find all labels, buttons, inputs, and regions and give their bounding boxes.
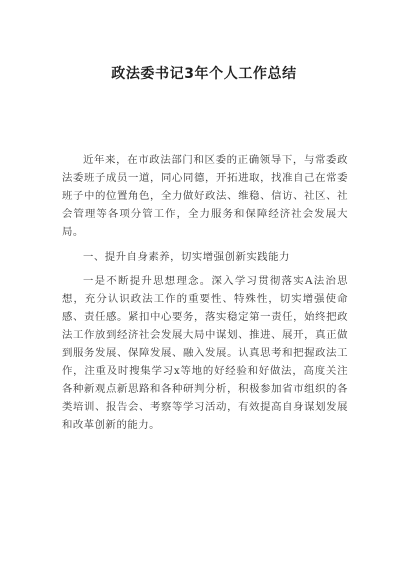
section-heading-1: 一、提升自身素养，切实增强创新实践能力 xyxy=(83,251,290,263)
document-title: 政法委书记3年个人工作总结 xyxy=(111,66,297,82)
intro-paragraph: 近年来，在市政法部门和区委的正确领导下，与常委政法委班子成员一道，同心同德，开拓进取，找准自己在常委班子中的位置角色，全力做好政法、维稳、信访、社区、社会管理等各项分管工作，全力服务和保障经济社会发展大局。 xyxy=(62,154,348,238)
section-1-paragraph: 一是不断提升思想理念。深入学习贯彻落实A法治思想，充分认识政法工作的重要性、特殊性，切实增强使命感、责任感。紧扣中心要务，落实稳定第一责任，始终把政法工作放到经济社会发展大局中谋划、推进、展开，真正做到服务发展、保障发展、融入发展。认真思考和把握政法工作，注重及时搜集学习x等地的好经验和好做法，高度关注各种新观点新思路和各种研判分析，积极参加省市组织的各类培训、报告会、考察等学习活动，有效提高自身谋划发展和改革创新的能力。 xyxy=(62,275,348,431)
